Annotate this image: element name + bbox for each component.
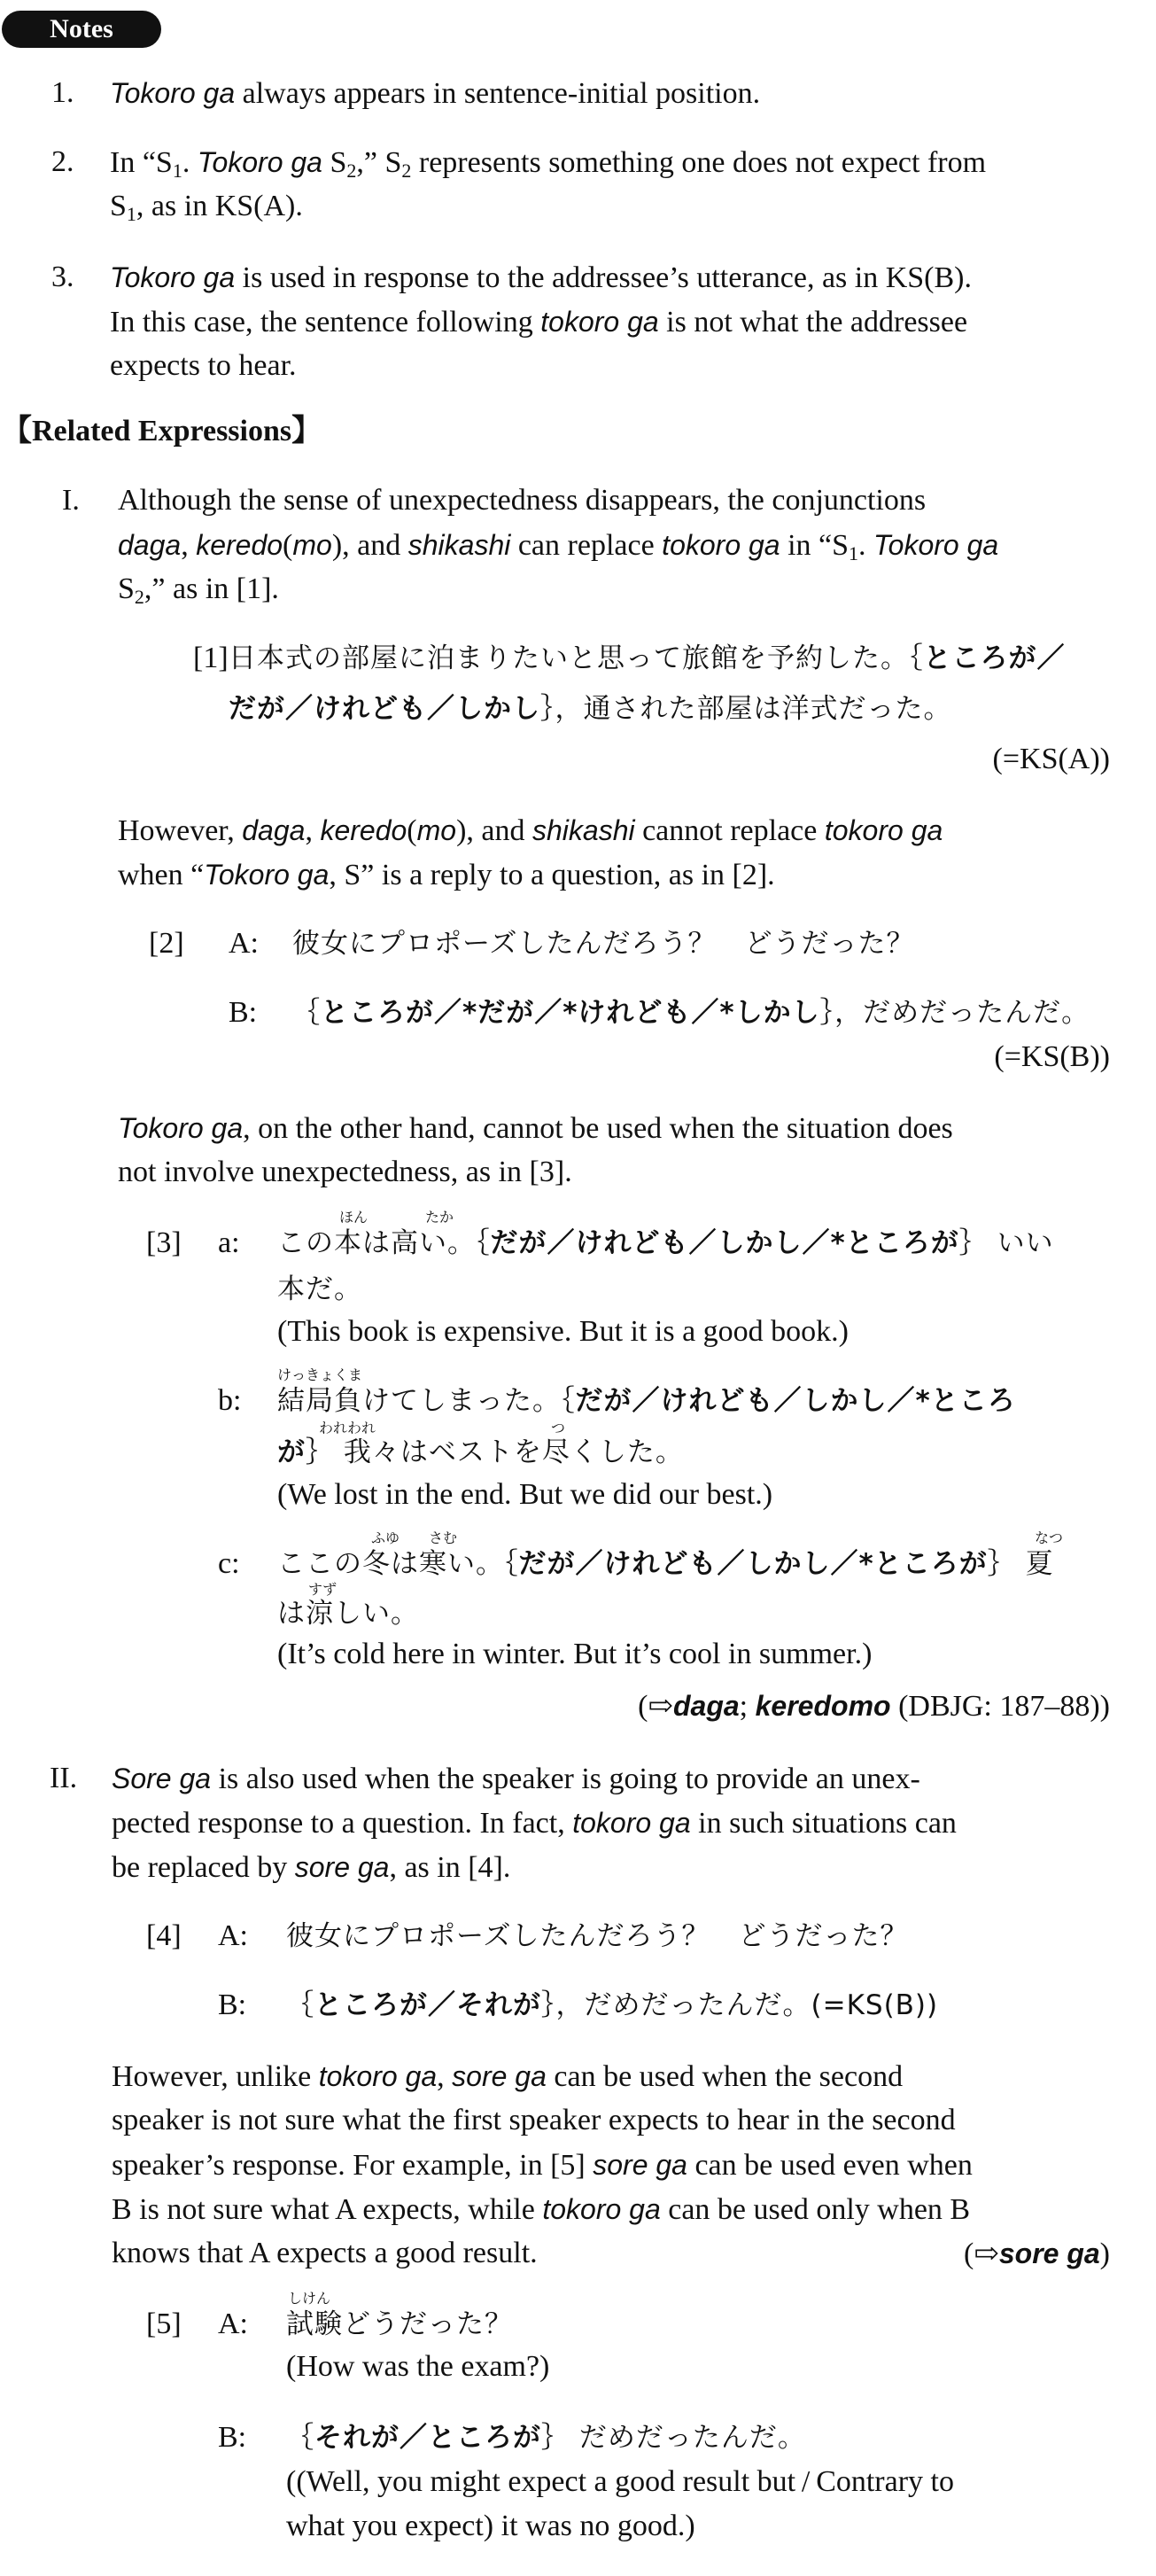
note-2-line-2: $S_1$, as in KS(A). <box>110 190 303 225</box>
example-5-translation-a: (How was the exam?) <box>286 2350 550 2383</box>
section-2-line-2: pected response to a question. In fact, tokoro ga in such situations can <box>112 1807 957 1840</box>
example-3c-ruby-samu: さむ <box>429 1529 458 1546</box>
example-3a-line-1: この本は高い。｛だが／けれども／しかし／*ところが｝ いい <box>277 1227 1054 1259</box>
example-1-reference: (=KS(A)) <box>992 743 1110 775</box>
example-3c-ruby-suzu: すず <box>308 1581 337 1598</box>
section-1-line-1: Although the sense of unexpectedness disappears, the conjunctions <box>118 484 927 517</box>
example-4-line-a: 彼女にプロポーズしたんだろう？ どうだった？ <box>286 1920 909 1952</box>
example-5-translation-b-line-1: ((Well, you might expect a good result but / Contrary to <box>286 2465 954 2498</box>
section-1-para-3-line-2: not involve unexpectedness, as in [3]. <box>118 1156 572 1188</box>
example-4-number: [4] <box>146 1919 182 1952</box>
example-5-number: [5] <box>146 2308 182 2340</box>
section-1-para-3-line-1: Tokoro ga, on the other hand, cannot be used when the situation does <box>118 1112 953 1145</box>
section-2-para-2-line-5: knows that A expects a good result. <box>112 2237 538 2269</box>
section-2-para-2-line-2: speaker is not sure what the first speaker expects to hear in the second <box>112 2104 956 2136</box>
section-2-para-2-line-3: speaker’s response. For example, in [5] sore ga can be used even when <box>112 2149 973 2182</box>
section-1-number: I. <box>62 484 80 517</box>
note-3-number: 3. <box>51 261 74 293</box>
example-3a-translation: (This book is expensive. But it is a good book.) <box>277 1315 850 1348</box>
example-2-line-b: ｛ところが／*だが／*けれども／*しかし｝，だめだったんだ。 <box>292 997 1090 1029</box>
example-3a-ruby-hon: ほん <box>339 1209 369 1226</box>
example-5-speaker-a: A: <box>218 2308 248 2340</box>
example-2-number: [2] <box>149 927 184 960</box>
example-2-reference: (=KS(B)) <box>994 1040 1110 1073</box>
section-2-para-2-line-1: However, unlike tokoro ga, sore ga can be used when the second <box>112 2060 904 2093</box>
section-2-line-3: be replaced by sore ga, as in [4]. <box>112 1851 511 1884</box>
section-1-para-2-line-1: However, daga, keredo(mo), and shikashi cannot replace tokoro ga <box>118 814 943 847</box>
note-3-line-3: expects to hear. <box>110 349 297 382</box>
example-3b-line-2: が｝ 我々はベストを尽くした。 <box>277 1436 684 1468</box>
example-5-speaker-b: B: <box>218 2421 247 2454</box>
related-expressions-heading: 【Related Expressions】 <box>2 415 322 447</box>
example-3c-translation: (It’s cold here in winter. But it’s cool in summer.) <box>277 1638 873 1670</box>
note-3-line-2: In this case, the sentence following tokoro ga is not what the addressee <box>110 306 968 339</box>
example-3a-ruby-taka: たか <box>425 1209 454 1226</box>
section-2-number: II. <box>50 1762 78 1794</box>
note-2-number: 2. <box>51 145 74 178</box>
section-2-cross-reference: (⇨sore ga) <box>964 2237 1110 2270</box>
example-3c-ruby-fuyu: ふゆ <box>371 1529 400 1546</box>
example-3c-ruby-natsu: なつ <box>1035 1529 1064 1546</box>
note-1-line: Tokoro ga always appears in sentence-initial position. <box>110 77 761 110</box>
example-3c-line-2: は涼しい。 <box>277 1598 419 1630</box>
example-3b-ruby-tsu: つ <box>551 1420 566 1436</box>
example-3a-line-2: 本だ。 <box>277 1273 362 1305</box>
note-3-line-1: Tokoro ga is used in response to the addressee’s utterance, as in KS(B). <box>110 261 972 294</box>
example-3-number: [3] <box>146 1226 182 1259</box>
example-1-line-2: だが／けれども／しかし｝，通された部屋は洋式だった。 <box>229 693 952 725</box>
section-1-cross-reference: (⇨daga; keredomo (DBJG: 187–88)) <box>638 1690 1110 1723</box>
example-3a-label: a: <box>218 1226 240 1259</box>
section-1-line-2: daga, keredo(mo), and shikashi can replace tokoro ga in “$S_1$. Tokoro ga <box>118 529 999 564</box>
notes-badge: Notes <box>2 11 161 48</box>
note-1-number: 1. <box>51 76 74 109</box>
example-3b-line-1: 結局負けてしまった。｛だが／けれども／しかし／*ところ <box>277 1385 1016 1417</box>
example-3b-label: b: <box>218 1384 242 1417</box>
example-4-speaker-a: A: <box>218 1919 248 1952</box>
example-3b-ruby-wareware: われわれ <box>319 1420 376 1436</box>
example-1-line-1: 日本式の部屋に泊まりたいと思って旅館を予約した。｛ところが／ <box>229 642 1066 674</box>
section-2-line-1: Sore ga is also used when the speaker is going to provide an unex- <box>112 1763 920 1795</box>
example-3b-translation: (We lost in the end. But we did our best.) <box>277 1478 773 1511</box>
example-3c-line-1: ここの冬は寒い。｛だが／けれども／しかし／*ところが｝ 夏 <box>277 1548 1054 1580</box>
section-1-para-2-line-2: when “Tokoro ga, S” is a reply to a question, as in [2]. <box>118 859 775 891</box>
example-4-speaker-b: B: <box>218 1988 247 2021</box>
note-2-line-1: In “$S_1$. Tokoro ga $S_2$,” $S_2$ represents something one does not expect from <box>110 146 987 182</box>
section-1-line-3: $S_2$,” as in [1]. <box>118 572 279 608</box>
example-5-line-b: ｛それが／ところが｝ だめだったんだ。 <box>286 2422 806 2454</box>
example-2-speaker-a: A: <box>229 927 259 960</box>
section-2-para-2-line-4: B is not sure what A expects, while tokoro ga can be used only when B <box>112 2193 971 2226</box>
example-5-line-a: 試験どうだった？ <box>286 2308 513 2340</box>
example-3c-label: c: <box>218 1547 240 1580</box>
example-1-number: [1] <box>193 642 229 674</box>
example-2-line-a: 彼女にプロポーズしたんだろう？ どうだった？ <box>292 928 915 960</box>
example-3b-ruby-kekkyoku: けっきょくま <box>277 1366 363 1383</box>
example-2-speaker-b: B: <box>229 996 258 1029</box>
example-5-ruby-shiken: しけん <box>288 2290 331 2307</box>
example-5-translation-b-line-2: what you expect) it was no good.) <box>286 2510 695 2542</box>
example-4-line-b: ｛ところが／それが｝，だめだったんだ。(=KS(B)) <box>286 1989 939 2021</box>
